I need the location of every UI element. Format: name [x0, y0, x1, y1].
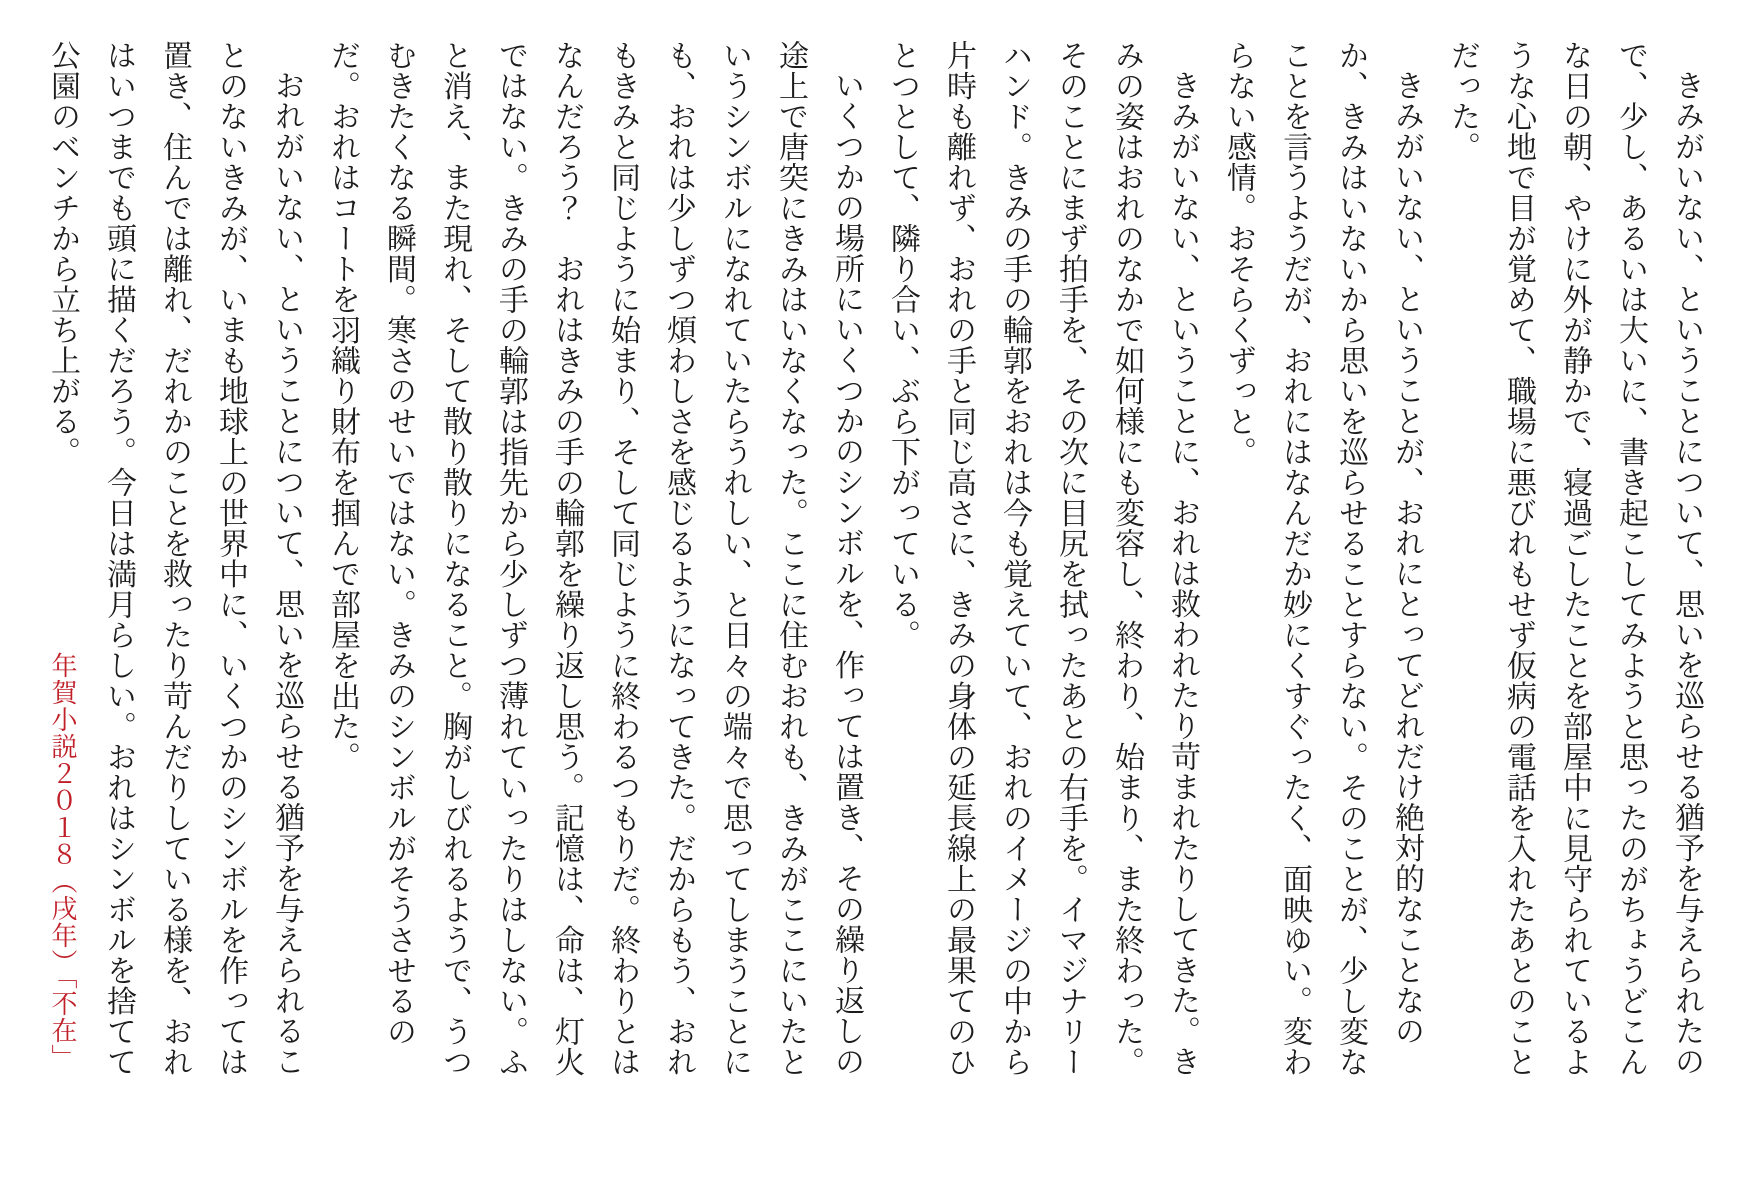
vertical-text-body	[34, 40, 1714, 1082]
paragraph-5: おれがいない、ということについて、思いを巡らせる猶予を与えられることのないきみが、いまも地球上の世界中に、いくつかのシンボルを作っては置き、住んでは離れ、だれかのことを救ったり苛んだりしている様を、おれはいつまでも頭に描くだろう。今日は満月らしい。おれはシンボルを捨てて公園のベンチから立ち上がる。	[46, 40, 303, 1077]
paragraph-4: いくつかの場所にいくつかのシンボルを、作っては置き、その繰り返しの途上で唐突にきみはいなくなった。ここに住むおれも、きみがここにいたというシンボルになれていたらうれしい、と日々の端々で思ってしまうことにも、おれは少しずつ煩わしさを感じるようになってきた。だからもう、おれもきみと同じように始まり、そして同じように終わるつもりだ。終わりとはなんだろう？ おれはきみの手の輪郭を繰り返し思う。記憶は、命は、灯火ではない。きみの手の輪郭は指先から少しずつ薄れていったりはしない。ふと消え、また現れ、そして散り散りになること。胸がしびれるようで、うつむきたくなる瞬間。寒さのせいではない。きみのシンボルがそうさせるのだ。おれはコートを羽織り財布を掴んで部屋を出た。	[326, 40, 863, 1077]
paragraph-1: きみがいない、ということについて、思いを巡らせる猶予を与えられたので、少し、あるいは大いに、書き起こしてみようと思ったのがちょうどこんな日の朝、やけに外が静かで、寝過ごしたことを部屋中に見守られているような心地で目が覚めて、職場に悪びれもせず仮病の電話を入れたあとのことだった。	[1446, 40, 1703, 1077]
paragraph-2: きみがいない、ということが、おれにとってどれだけ絶対的なことなのか、きみはいないから思いを巡らせることすらない。そのことが、少し変なことを言うようだが、おれにはなんだか妙にくすぐったく、面映ゆい。変わらない感情。おそらくずっと。	[1222, 40, 1423, 1077]
paragraph-3: きみがいない、ということに、おれは救われたり苛まれたりしてきた。きみの姿はおれのなかで如何様にも変容し、終わり、始まり、また終わった。そのことにまず拍手を、その次に目尻を拭ったあとの右手を。イマジナリーハンド。きみの手の輪郭をおれは今も覚えていて、おれのイメージの中から片時も離れず、おれの手と同じ高さに、きみの身体の延長線上の最果てのひとつとして、隣り合い、ぶら下がっている。	[886, 40, 1199, 1077]
attribution-title: 年賀小説２０１８（戌年）「不在」	[48, 652, 77, 1071]
